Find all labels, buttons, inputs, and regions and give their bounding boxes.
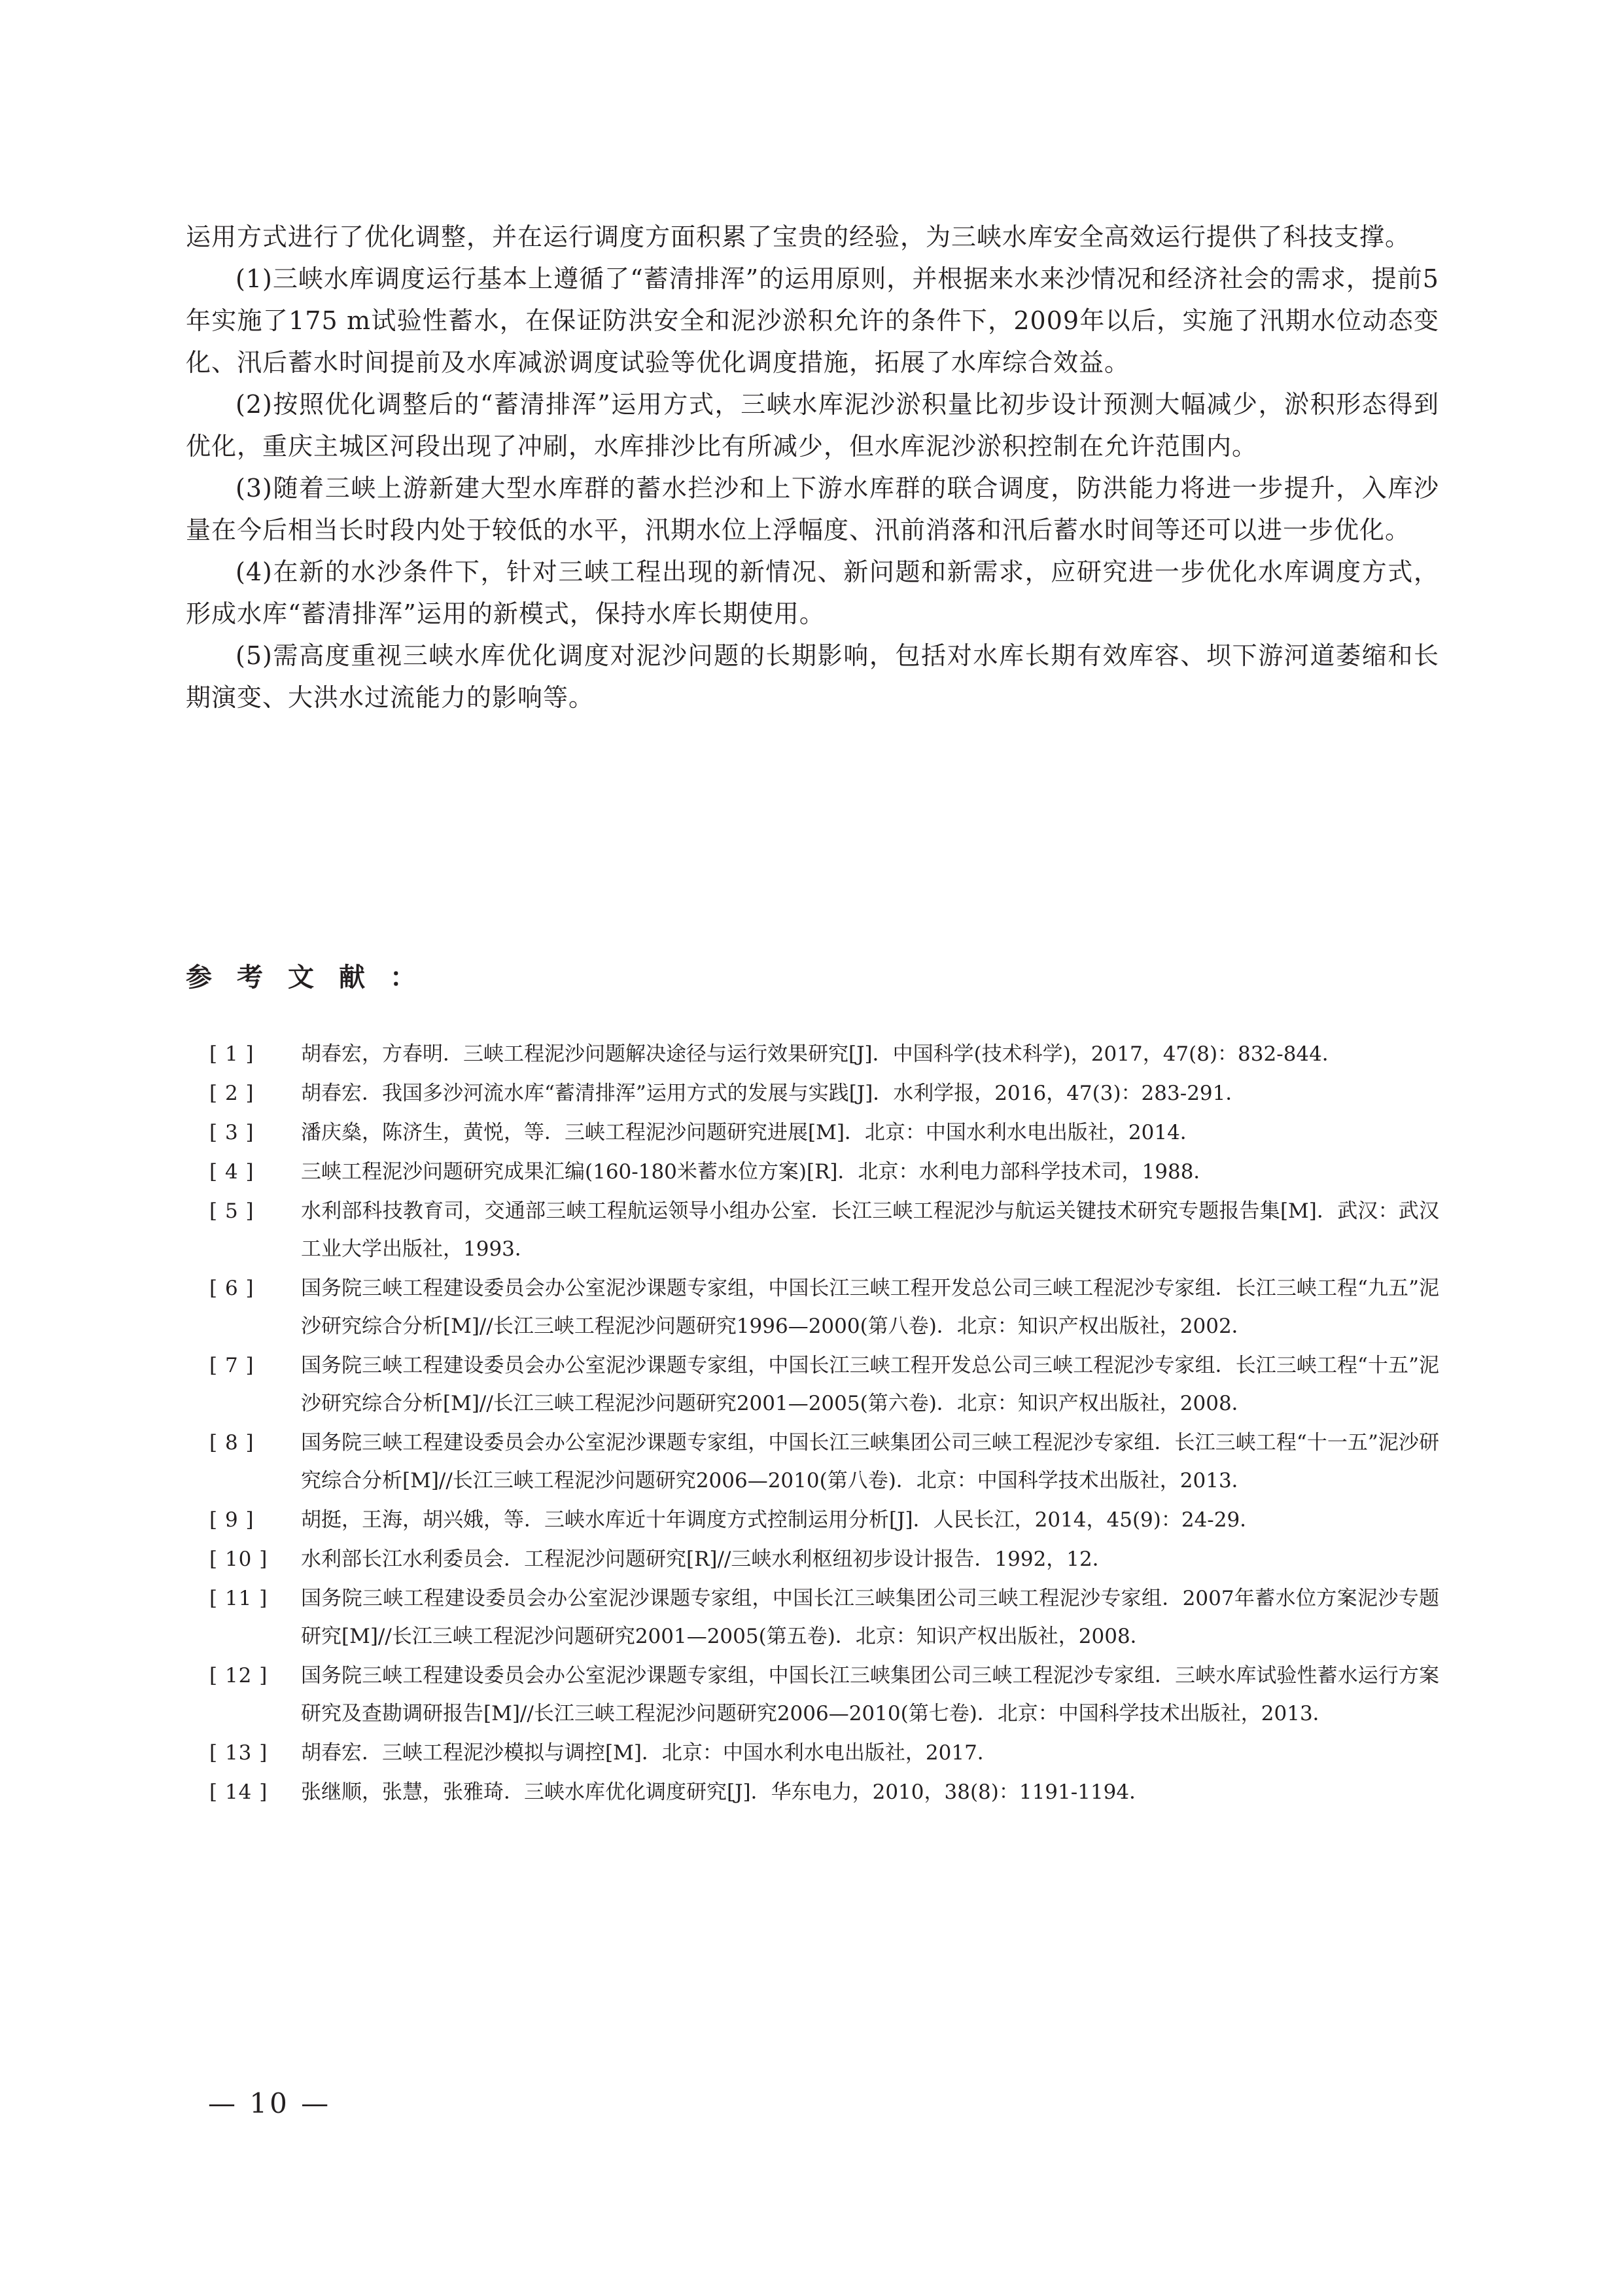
reference-number: [ 13 ] xyxy=(209,1741,268,1765)
reference-text: 国务院三峡工程建设委员会办公室泥沙课题专家组，中国长江三峡集团公司三峡工程泥沙专家组．长江三峡工程“十一五”泥沙研究综合分析[M]//长江三峡工程泥沙问题研究2006—2010(第八卷)．北京：中国科学技术出版社，2013． xyxy=(301,1431,1439,1492)
reference-item xyxy=(209,1035,1439,1073)
reference-item xyxy=(209,1580,1439,1655)
page-number: — 10 — xyxy=(208,2087,332,2119)
reference-item xyxy=(209,1540,1439,1578)
paragraph-1: (1)三峡水库调度运行基本上遵循了“蓄清排浑”的运用原则，并根据来水来沙情况和经济社会的需求，提前5年实施了175 m试验性蓄水，在保证防洪安全和泥沙淤积允许的条件下，2009年以后，实施了汛期水位动态变化、汛后蓄水时间提前及水库减淤调度试验等优化调度措施，拓展了水库综合效益。 xyxy=(186,264,1439,377)
body-text xyxy=(186,216,1439,718)
reference-text: 三峡工程泥沙问题研究成果汇编(160-180米蓄水位方案)[R]．北京：水利电力部科学技术司，1988． xyxy=(301,1160,1214,1184)
paragraph-5: (5)需高度重视三峡水库优化调度对泥沙问题的长期影响，包括对水库长期有效库容、坝下游河道萎缩和长期演变、大洪水过流能力的影响等。 xyxy=(186,641,1439,712)
paragraph-4: (4)在新的水沙条件下，针对三峡工程出现的新情况、新问题和新需求，应研究进一步优化水库调度方式，形成水库“蓄清排浑”运用的新模式，保持水库长期使用。 xyxy=(186,557,1439,628)
reference-text: 水利部科技教育司，交通部三峡工程航运领导小组办公室．长江三峡工程泥沙与航运关键技术研究专题报告集[M]．武汉：武汉工业大学出版社，1993． xyxy=(301,1199,1439,1261)
reference-list xyxy=(209,1035,1439,1812)
reference-number: [ 4 ] xyxy=(209,1160,254,1184)
references-heading: 参考文献： xyxy=(186,963,441,993)
reference-number: [ 11 ] xyxy=(209,1587,268,1610)
reference-text: 国务院三峡工程建设委员会办公室泥沙课题专家组，中国长江三峡集团公司三峡工程泥沙专家组．2007年蓄水位方案泥沙专题研究[M]//长江三峡工程泥沙问题研究2001—2005(第五卷)．北京：知识产权出版社，2008． xyxy=(301,1587,1439,1648)
reference-item xyxy=(209,1734,1439,1772)
reference-text: 国务院三峡工程建设委员会办公室泥沙课题专家组，中国长江三峡工程开发总公司三峡工程泥沙专家组．长江三峡工程“十五”泥沙研究综合分析[M]//长江三峡工程泥沙问题研究2001—2005(第六卷)．北京：知识产权出版社，2008． xyxy=(301,1354,1439,1415)
reference-item xyxy=(209,1114,1439,1152)
reference-number: [ 1 ] xyxy=(209,1042,254,1066)
reference-item xyxy=(209,1192,1439,1268)
reference-item xyxy=(209,1269,1439,1345)
reference-number: [ 8 ] xyxy=(209,1431,254,1455)
reference-item xyxy=(209,1773,1439,1811)
reference-item xyxy=(209,1347,1439,1422)
reference-number: [ 7 ] xyxy=(209,1354,254,1377)
reference-text: 胡春宏．三峡工程泥沙模拟与调控[M]．北京：中国水利水电出版社，2017． xyxy=(301,1741,998,1765)
reference-item xyxy=(209,1657,1439,1733)
reference-item xyxy=(209,1153,1439,1191)
reference-item xyxy=(209,1501,1439,1539)
reference-number: [ 10 ] xyxy=(209,1547,268,1571)
reference-number: [ 9 ] xyxy=(209,1508,254,1532)
paragraph-continued: 运用方式进行了优化调整，并在运行调度方面积累了宝贵的经验，为三峡水库安全高效运行提供了科技支撑。 xyxy=(186,222,1411,251)
reference-number: [ 5 ] xyxy=(209,1199,254,1223)
reference-text: 水利部长江水利委员会．工程泥沙问题研究[R]//三峡水利枢纽初步设计报告．1992，12． xyxy=(301,1547,1113,1571)
reference-number: [ 2 ] xyxy=(209,1082,254,1105)
paragraph-2: (2)按照优化调整后的“蓄清排浑”运用方式，三峡水库泥沙淤积量比初步设计预测大幅减少，淤积形态得到优化，重庆主城区河段出现了冲刷，水库排沙比有所减少，但水库泥沙淤积控制在允许范围内。 xyxy=(186,390,1439,461)
reference-item xyxy=(209,1074,1439,1112)
reference-number: [ 6 ] xyxy=(209,1277,254,1300)
reference-text: 胡春宏．我国多沙河流水库“蓄清排浑”运用方式的发展与实践[J]．水利学报，2016，47(3)：283-291． xyxy=(301,1082,1246,1105)
reference-number: [ 14 ] xyxy=(209,1780,268,1804)
reference-text: 国务院三峡工程建设委员会办公室泥沙课题专家组，中国长江三峡工程开发总公司三峡工程泥沙专家组．长江三峡工程“九五”泥沙研究综合分析[M]//长江三峡工程泥沙问题研究1996—2000(第八卷)．北京：知识产权出版社，2002． xyxy=(301,1277,1439,1338)
reference-number: [ 12 ] xyxy=(209,1664,268,1687)
reference-number: [ 3 ] xyxy=(209,1121,254,1144)
paragraph-3: (3)随着三峡上游新建大型水库群的蓄水拦沙和上下游水库群的联合调度，防洪能力将进一步提升，入库沙量在今后相当长时段内处于较低的水平，汛期水位上浮幅度、汛前消落和汛后蓄水时间等还可以进一步优化。 xyxy=(186,474,1439,544)
reference-text: 胡挺，王海，胡兴娥，等．三峡水库近十年调度方式控制运用分析[J]．人民长江，2014，45(9)：24-29． xyxy=(301,1508,1261,1532)
reference-text: 胡春宏，方春明．三峡工程泥沙问题解决途径与运行效果研究[J]．中国科学(技术科学)，2017，47(8)：832-844． xyxy=(301,1042,1342,1066)
reference-text: 国务院三峡工程建设委员会办公室泥沙课题专家组，中国长江三峡集团公司三峡工程泥沙专家组．三峡水库试验性蓄水运行方案研究及查勘调研报告[M]//长江三峡工程泥沙问题研究2006—2010(第七卷)．北京：中国科学技术出版社，2013． xyxy=(301,1664,1439,1725)
reference-text: 潘庆燊，陈济生，黄悦，等．三峡工程泥沙问题研究进展[M]．北京：中国水利水电出版社，2014． xyxy=(301,1121,1200,1144)
reference-text: 张继顺，张慧，张雅琦．三峡水库优化调度研究[J]．华东电力，2010，38(8)：1191-1194． xyxy=(301,1780,1150,1804)
reference-item xyxy=(209,1424,1439,1500)
